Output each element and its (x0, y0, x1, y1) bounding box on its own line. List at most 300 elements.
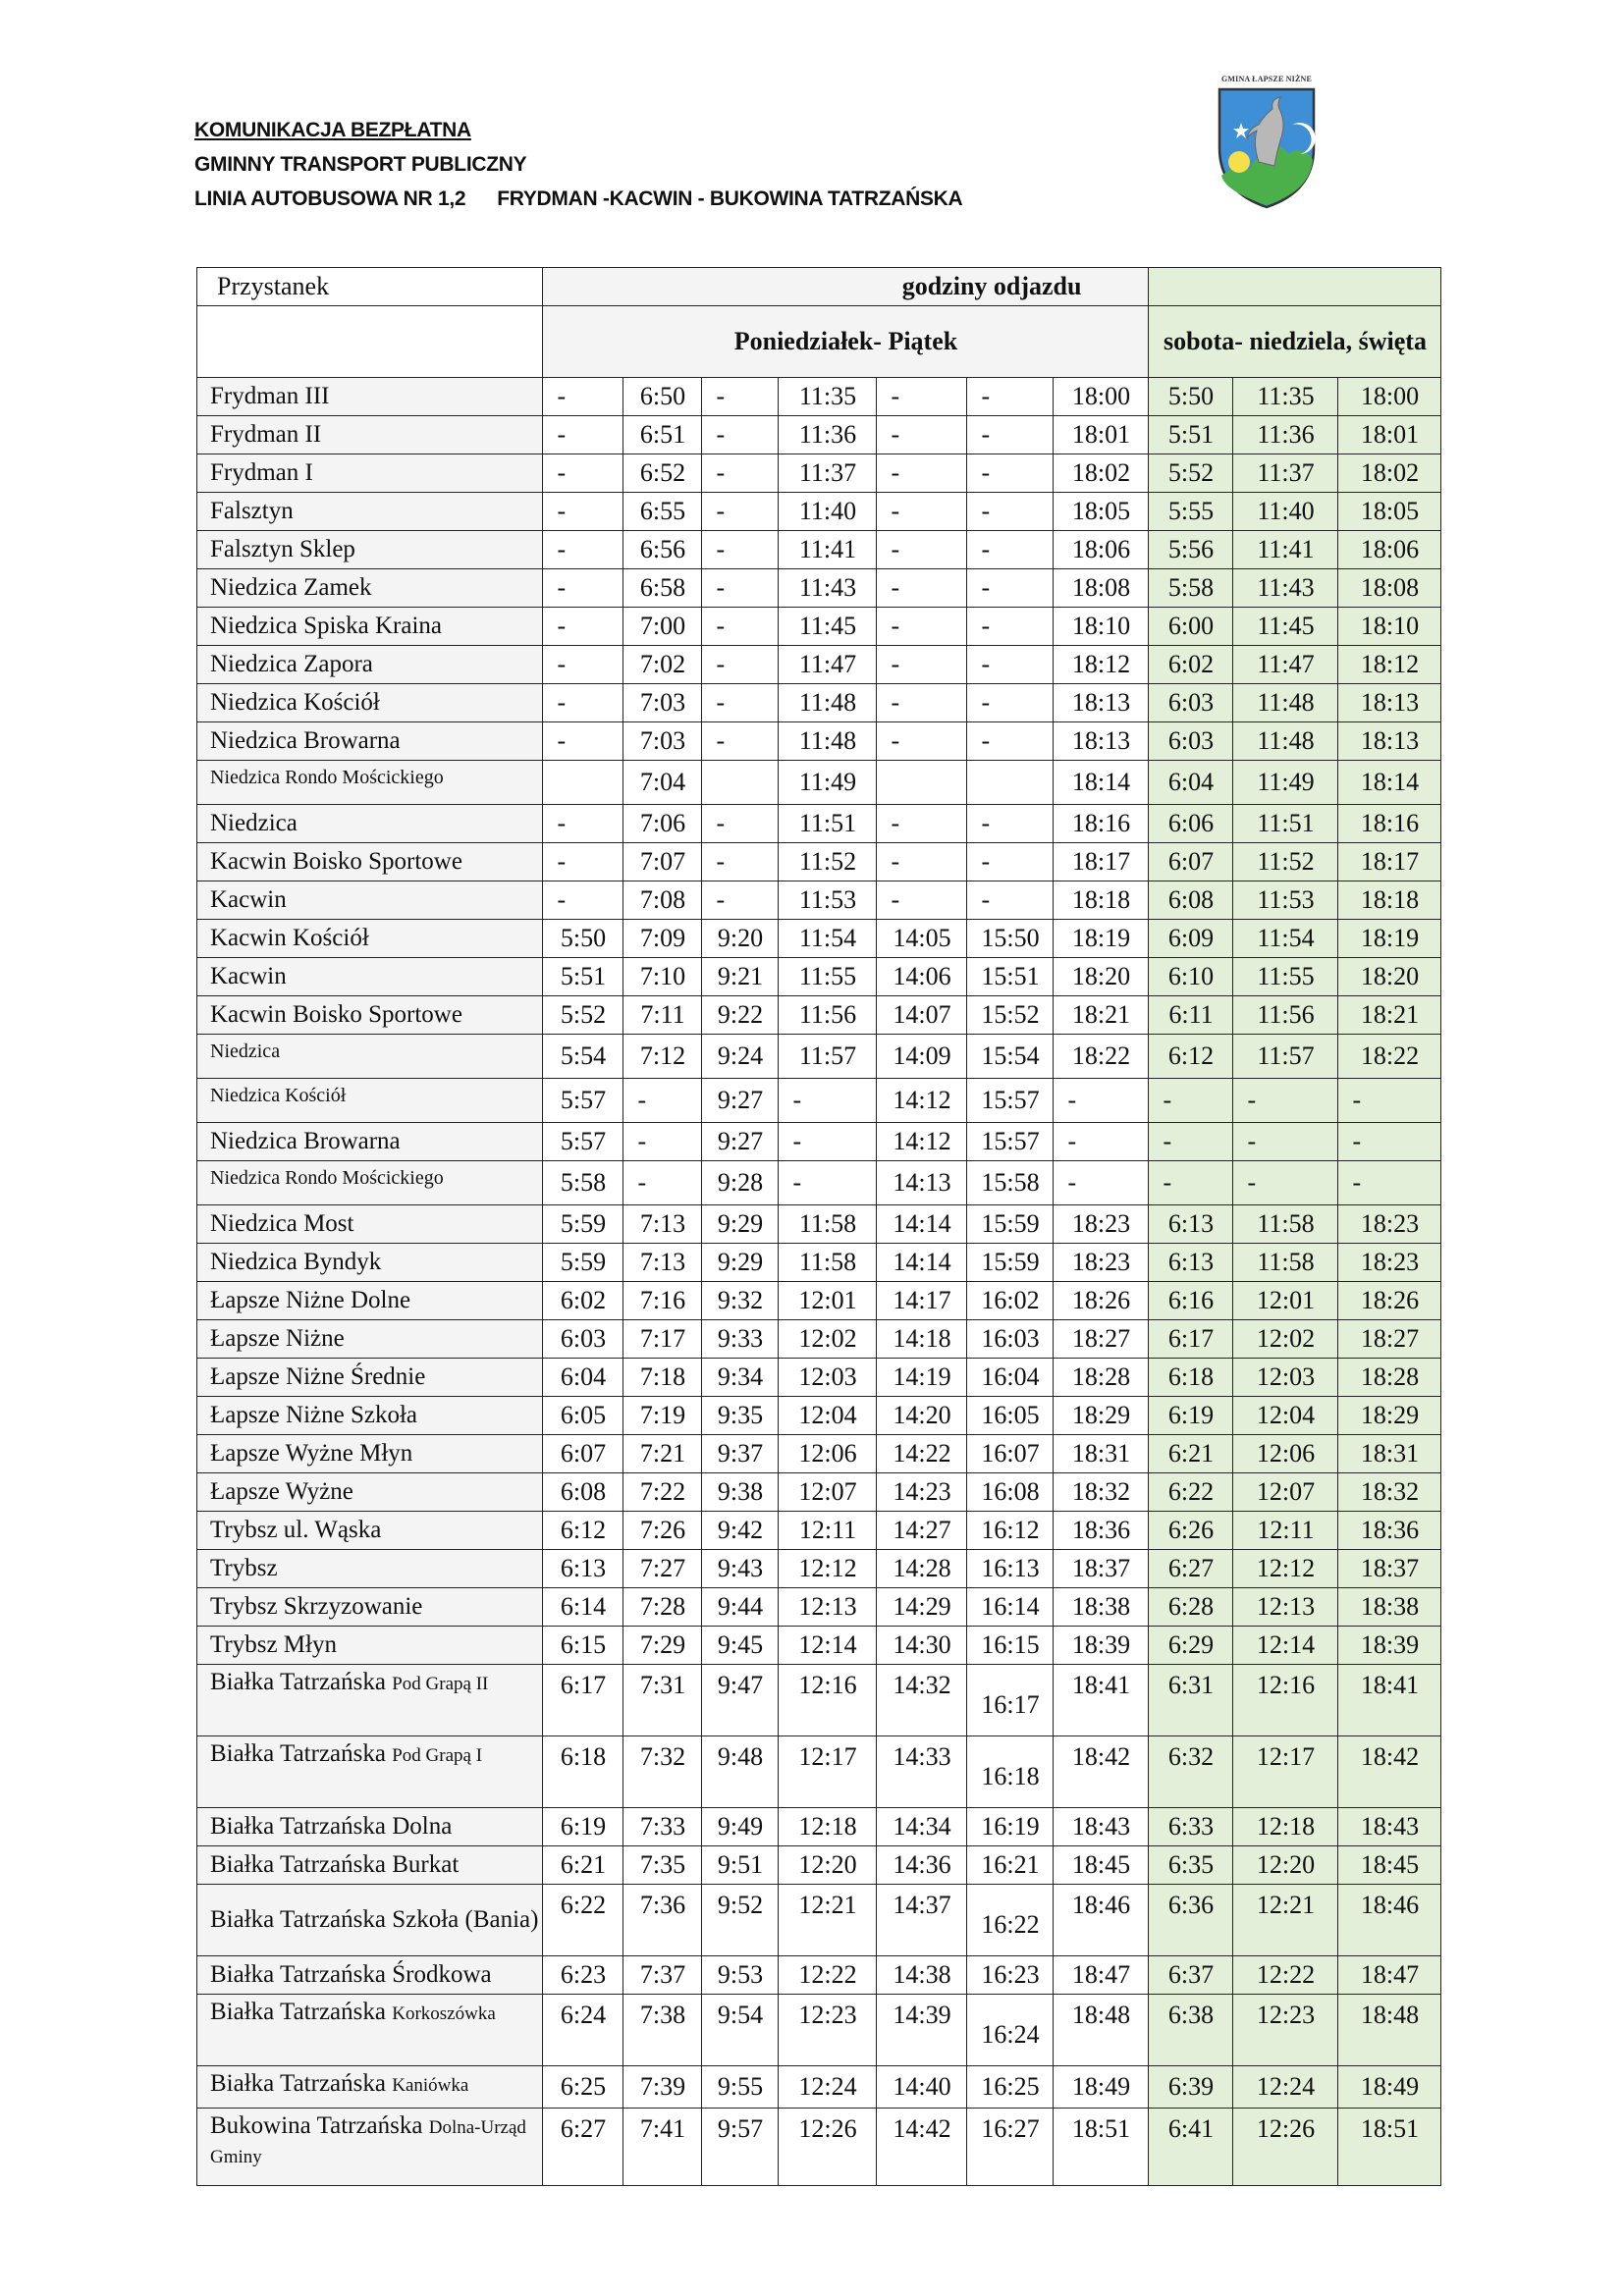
weekday-departure: 16:05 (967, 1397, 1054, 1435)
stop-name (197, 1205, 543, 1244)
weekend-departure: 12:06 (1233, 1435, 1338, 1473)
stop-name (197, 569, 543, 608)
weekend-departure: 11:36 (1233, 416, 1338, 454)
weekday-departure: - (543, 881, 623, 920)
weekday-departure: 16:07 (967, 1435, 1054, 1473)
weekday-departure: 18:41 (1054, 1665, 1149, 1736)
weekend-departure: 12:17 (1233, 1736, 1338, 1808)
weekday-departure: 7:10 (623, 958, 702, 996)
weekday-departure: 6:24 (543, 1995, 623, 2066)
weekday-departure: 16:13 (967, 1550, 1054, 1588)
weekday-departure: 5:57 (543, 1123, 623, 1161)
table-row (197, 1995, 1441, 2066)
weekday-departure: 5:58 (543, 1161, 623, 1205)
weekend-departure: 18:41 (1338, 1665, 1441, 1736)
stop-name (197, 722, 543, 761)
weekend-departure: 12:01 (1233, 1282, 1338, 1320)
weekend-departure: 11:37 (1233, 454, 1338, 493)
weekday-departure: 9:20 (702, 920, 779, 958)
weekday-departure: 5:50 (543, 920, 623, 958)
weekend-departure: - (1233, 1161, 1338, 1205)
weekend-departure: 6:28 (1149, 1588, 1233, 1627)
weekday-departure: - (779, 1079, 877, 1123)
stop-name-main: Niedzica Rondo Mościckiego (210, 1167, 444, 1189)
weekend-departure: 6:11 (1149, 996, 1233, 1035)
stop-name (197, 1588, 543, 1627)
weekend-departure: 6:02 (1149, 646, 1233, 684)
stop-name (197, 1035, 543, 1079)
weekday-departure: 14:07 (877, 996, 967, 1035)
table-row (197, 1512, 1441, 1550)
weekday-departure: 9:27 (702, 1079, 779, 1123)
weekend-departure: 12:23 (1233, 1995, 1338, 2066)
weekday-departure: 18:05 (1054, 493, 1149, 531)
weekday-departure: - (779, 1161, 877, 1205)
stop-name (197, 1359, 543, 1397)
weekday-departure: 5:52 (543, 996, 623, 1035)
weekend-departure: 12:21 (1233, 1885, 1338, 1956)
weekday-departure: 12:16 (779, 1665, 877, 1736)
weekend-departure: 5:55 (1149, 493, 1233, 531)
weekday-departure: 7:18 (623, 1359, 702, 1397)
weekday-departure (967, 761, 1054, 805)
weekday-departure: 9:44 (702, 1588, 779, 1627)
weekday-departure: 6:22 (543, 1885, 623, 1956)
weekday-departure: 18:13 (1054, 722, 1149, 761)
stop-name-main: Falsztyn Sklep (210, 536, 355, 562)
weekday-departure: 16:14 (967, 1588, 1054, 1627)
weekday-departure: 16:27 (967, 2109, 1054, 2186)
weekday-departure: 6:21 (543, 1846, 623, 1885)
weekday-departure: - (702, 454, 779, 493)
weekday-departure: 9:38 (702, 1473, 779, 1512)
weekend-departure: 18:48 (1338, 1995, 1441, 2066)
weekend-departure: 18:27 (1338, 1320, 1441, 1359)
weekend-departure: 6:35 (1149, 1846, 1233, 1885)
weekday-departure: 18:29 (1054, 1397, 1149, 1435)
weekday-departure: 14:09 (877, 1035, 967, 1079)
stop-name (197, 881, 543, 920)
weekday-departure: 18:28 (1054, 1359, 1149, 1397)
weekday-departure: 7:33 (623, 1808, 702, 1846)
weekday-departure: - (702, 881, 779, 920)
weekday-departure: 11:58 (779, 1205, 877, 1244)
stop-name (197, 1665, 543, 1736)
weekday-departure: 14:14 (877, 1244, 967, 1282)
weekday-departure: - (702, 805, 779, 843)
weekday-departure: 7:39 (623, 2066, 702, 2109)
stop-name (197, 1736, 543, 1808)
weekend-departure: - (1338, 1161, 1441, 1205)
weekday-departure: 9:53 (702, 1956, 779, 1995)
weekday-departure: 9:51 (702, 1846, 779, 1885)
stop-name-main: Trybsz Skrzyzowanie (210, 1593, 423, 1620)
weekday-departure: 6:52 (623, 454, 702, 493)
table-row (197, 920, 1441, 958)
stop-name (197, 920, 543, 958)
weekday-departure: 18:23 (1054, 1244, 1149, 1282)
weekend-departure: 11:41 (1233, 531, 1338, 569)
table-row (197, 2066, 1441, 2109)
weekday-departure: 7:12 (623, 1035, 702, 1079)
stop-name-main: Białka Tatrzańska (210, 2070, 386, 2097)
weekend-departure: 11:45 (1233, 608, 1338, 646)
stop-name-main: Niedzica (210, 810, 298, 836)
weekend-departure: 5:56 (1149, 531, 1233, 569)
weekday-departure: 7:09 (623, 920, 702, 958)
table-row (197, 1588, 1441, 1627)
weekday-departure: 7:38 (623, 1995, 702, 2066)
weekend-departure: 12:02 (1233, 1320, 1338, 1359)
weekday-departure: - (877, 805, 967, 843)
weekend-departure: 11:53 (1233, 881, 1338, 920)
weekend-departure: 12:12 (1233, 1550, 1338, 1588)
weekday-departure: - (702, 646, 779, 684)
weekend-departure: 18:10 (1338, 608, 1441, 646)
weekday-departure: 18:01 (1054, 416, 1149, 454)
weekend-departure: 18:23 (1338, 1244, 1441, 1282)
weekday-departure: 12:23 (779, 1995, 877, 2066)
weekday-departure: 15:50 (967, 920, 1054, 958)
stop-name-main: Kacwin Kościół (210, 925, 369, 951)
weekday-departure: - (877, 646, 967, 684)
weekday-departure: 14:12 (877, 1123, 967, 1161)
weekday-departure: 14:19 (877, 1359, 967, 1397)
weekend-departure: 6:13 (1149, 1205, 1233, 1244)
weekday-departure: 12:14 (779, 1627, 877, 1665)
weekday-departure: - (543, 531, 623, 569)
stop-name (197, 1079, 543, 1123)
weekday-departure: 12:02 (779, 1320, 877, 1359)
weekend-departure: 12:22 (1233, 1956, 1338, 1995)
weekday-departure: 15:58 (967, 1161, 1054, 1205)
weekday-departure: - (543, 722, 623, 761)
weekday-departure: 9:48 (702, 1736, 779, 1808)
stop-name (197, 1956, 543, 1995)
weekday-departure: 6:51 (623, 416, 702, 454)
weekday-departure: 12:22 (779, 1956, 877, 1995)
weekday-departure: 11:47 (779, 646, 877, 684)
table-row (197, 805, 1441, 843)
weekday-departure: 5:51 (543, 958, 623, 996)
weekday-departure: 14:30 (877, 1627, 967, 1665)
table-row (197, 1846, 1441, 1885)
stop-name-main: Łapsze Niżne (210, 1325, 345, 1352)
weekday-departure: 9:33 (702, 1320, 779, 1359)
stop-name-main: Łapsze Niżne Dolne (210, 1287, 411, 1313)
stop-name-main: Niedzica Kościół (210, 1085, 347, 1106)
weekday-departure: 7:28 (623, 1588, 702, 1627)
weekend-departure: 6:13 (1149, 1244, 1233, 1282)
weekend-departure: 12:11 (1233, 1512, 1338, 1550)
weekday-departure: 18:12 (1054, 646, 1149, 684)
weekday-departure: 12:12 (779, 1550, 877, 1588)
table-row (197, 646, 1441, 684)
weekday-departure: - (543, 493, 623, 531)
weekday-departure: 6:23 (543, 1956, 623, 1995)
stop-name (197, 1550, 543, 1588)
weekday-departure: 15:59 (967, 1244, 1054, 1282)
weekday-departure: 7:41 (623, 2109, 702, 2186)
weekday-departure: 12:01 (779, 1282, 877, 1320)
weekend-departure: 6:21 (1149, 1435, 1233, 1473)
weekend-departure: 6:10 (1149, 958, 1233, 996)
weekday-departure: 18:31 (1054, 1435, 1149, 1473)
weekday-departure (877, 761, 967, 805)
weekend-departure: 6:00 (1149, 608, 1233, 646)
weekday-departure: 18:45 (1054, 1846, 1149, 1885)
stop-name (197, 2109, 543, 2186)
weekday-departure: 14:17 (877, 1282, 967, 1320)
weekday-departure: 7:29 (623, 1627, 702, 1665)
title-public-transport: GMINNY TRANSPORT PUBLICZNY (194, 153, 527, 176)
weekday-departure: 14:40 (877, 2066, 967, 2109)
weekday-departure: 6:58 (623, 569, 702, 608)
stop-name-main: Frydman III (210, 383, 330, 409)
stop-name (197, 1244, 543, 1282)
weekday-departure: 12:04 (779, 1397, 877, 1435)
weekday-departure: 18:13 (1054, 684, 1149, 722)
weekday-departure: 18:20 (1054, 958, 1149, 996)
weekend-departure: 18:19 (1338, 920, 1441, 958)
title-bus-line (194, 182, 962, 216)
weekday-departure: 18:21 (1054, 996, 1149, 1035)
weekday-departure: - (702, 608, 779, 646)
weekday-departure: 11:35 (779, 378, 877, 416)
weekend-departure: 6:26 (1149, 1512, 1233, 1550)
weekday-departure: - (877, 378, 967, 416)
weekday-departure: 7:03 (623, 684, 702, 722)
weekend-departure: 11:54 (1233, 920, 1338, 958)
stop-name (197, 1397, 543, 1435)
weekday-departure: 14:29 (877, 1588, 967, 1627)
weekday-departure: 14:28 (877, 1550, 967, 1588)
weekday-departure: 7:31 (623, 1665, 702, 1736)
weekend-departure: 18:49 (1338, 2066, 1441, 2109)
weekday-departure: 11:48 (779, 684, 877, 722)
stop-name-main: Łapsze Wyżne Młyn (210, 1440, 413, 1467)
stop-name-main: Niedzica Spiska Kraina (210, 613, 443, 639)
weekday-departure: 12:06 (779, 1435, 877, 1473)
weekday-departure: - (967, 378, 1054, 416)
stop-name (197, 1435, 543, 1473)
weekend-departure: - (1149, 1161, 1233, 1205)
weekday-departure: 15:57 (967, 1079, 1054, 1123)
weekend-departure: 6:09 (1149, 920, 1233, 958)
weekday-departure: 18:17 (1054, 843, 1149, 881)
weekday-departure: 18:48 (1054, 1995, 1149, 2066)
stop-name-main: Kacwin Boisko Sportowe (210, 848, 462, 875)
weekday-departure: 9:29 (702, 1205, 779, 1244)
weekday-departure: - (779, 1123, 877, 1161)
weekday-departure: 18:36 (1054, 1512, 1149, 1550)
weekday-departure: 11:36 (779, 416, 877, 454)
weekday-departure: 12:11 (779, 1512, 877, 1550)
weekday-departure: - (967, 608, 1054, 646)
weekend-departure: 11:43 (1233, 569, 1338, 608)
weekend-departure: 18:31 (1338, 1435, 1441, 1473)
weekend-departure: 18:23 (1338, 1205, 1441, 1244)
weekday-departure: 9:28 (702, 1161, 779, 1205)
document-header (194, 113, 962, 216)
weekend-departure: 6:22 (1149, 1473, 1233, 1512)
weekday-departure: 7:03 (623, 722, 702, 761)
weekend-departure: 6:31 (1149, 1665, 1233, 1736)
weekday-departure: 6:13 (543, 1550, 623, 1588)
weekday-departure: 7:02 (623, 646, 702, 684)
weekend-departure: 11:35 (1233, 378, 1338, 416)
weekday-departure: - (967, 454, 1054, 493)
stop-name (197, 1512, 543, 1550)
stop-name-detail: Korkoszówka (392, 2003, 496, 2024)
weekend-departure: 6:37 (1149, 1956, 1233, 1995)
weekday-departure: - (702, 378, 779, 416)
stop-name (197, 416, 543, 454)
weekday-departure: 7:00 (623, 608, 702, 646)
stop-name-main: Białka Tatrzańska Dolna (210, 1813, 453, 1840)
weekend-departure: 6:16 (1149, 1282, 1233, 1320)
stop-name (197, 646, 543, 684)
stop-name-detail: Kaniówka (392, 2075, 469, 2096)
column-header-weekend: sobota- niedziela, święta (1149, 306, 1441, 378)
weekday-departure: 14:20 (877, 1397, 967, 1435)
weekday-departure: 14:12 (877, 1079, 967, 1123)
weekend-departure: 5:50 (1149, 378, 1233, 416)
weekend-departure: 6:03 (1149, 684, 1233, 722)
weekday-departure (543, 761, 623, 805)
weekend-departure: 18:36 (1338, 1512, 1441, 1550)
weekday-departure: 12:18 (779, 1808, 877, 1846)
weekday-departure: - (967, 805, 1054, 843)
stop-name-main: Niedzica Most (210, 1210, 354, 1237)
weekday-departure: 5:59 (543, 1205, 623, 1244)
stop-name (197, 1627, 543, 1665)
weekday-departure: 6:14 (543, 1588, 623, 1627)
weekday-departure: 9:29 (702, 1244, 779, 1282)
table-row (197, 1473, 1441, 1512)
coat-of-arms-goat-icon (1216, 85, 1318, 211)
weekend-departure: 18:47 (1338, 1956, 1441, 1995)
weekday-departure: 9:21 (702, 958, 779, 996)
weekend-departure: 18:51 (1338, 2109, 1441, 2186)
weekend-departure: 11:40 (1233, 493, 1338, 531)
weekday-departure: 14:14 (877, 1205, 967, 1244)
table-row (197, 1161, 1441, 1205)
weekday-departure: 14:42 (877, 2109, 967, 2186)
line-number: LINIA AUTOBUSOWA NR 1,2 (194, 187, 466, 210)
weekday-departure: 12:07 (779, 1473, 877, 1512)
weekend-departure: 11:57 (1233, 1035, 1338, 1079)
weekend-departure: 18:06 (1338, 531, 1441, 569)
weekend-departure: 18:38 (1338, 1588, 1441, 1627)
weekday-departure: 6:55 (623, 493, 702, 531)
weekend-departure: 6:03 (1149, 722, 1233, 761)
weekday-departure: 6:08 (543, 1473, 623, 1512)
weekday-departure: 6:12 (543, 1512, 623, 1550)
weekday-departure: - (877, 416, 967, 454)
weekday-departure: 11:52 (779, 843, 877, 881)
table-row (197, 378, 1441, 416)
weekend-header-fill (1149, 268, 1441, 306)
weekday-departure: 12:24 (779, 2066, 877, 2109)
stop-name (197, 684, 543, 722)
stop-name-main: Białka Tatrzańska (210, 1669, 386, 1695)
weekend-departure: 11:51 (1233, 805, 1338, 843)
stop-name-detail: Pod Grapą II (392, 1674, 489, 1694)
stop-name-main: Niedzica Kościół (210, 689, 380, 716)
weekday-departure: 18:14 (1054, 761, 1149, 805)
weekend-departure: 6:18 (1149, 1359, 1233, 1397)
table-row (197, 761, 1441, 805)
weekend-departure: 18:26 (1338, 1282, 1441, 1320)
weekend-departure: - (1149, 1079, 1233, 1123)
stop-name (197, 1473, 543, 1512)
weekend-departure: 12:20 (1233, 1846, 1338, 1885)
weekend-departure: 6:29 (1149, 1627, 1233, 1665)
weekday-departure: 14:27 (877, 1512, 967, 1550)
weekday-departure: - (877, 608, 967, 646)
weekday-departure: 9:47 (702, 1665, 779, 1736)
weekend-departure: - (1233, 1123, 1338, 1161)
table-row (197, 1359, 1441, 1397)
weekday-departure: 16:24 (967, 1995, 1054, 2066)
stop-name (197, 1161, 543, 1205)
weekday-departure: 7:13 (623, 1244, 702, 1282)
weekday-departure: 18:37 (1054, 1550, 1149, 1588)
route-name: FRYDMAN -KACWIN - BUKOWINA TATRZAŃSKA (497, 187, 963, 210)
table-row (197, 1205, 1441, 1244)
weekday-departure: 16:18 (967, 1736, 1054, 1808)
weekday-departure: 12:21 (779, 1885, 877, 1956)
weekday-departure: 11:58 (779, 1244, 877, 1282)
weekday-departure: - (877, 881, 967, 920)
weekday-departure: 11:49 (779, 761, 877, 805)
weekend-departure: 18:20 (1338, 958, 1441, 996)
weekday-departure: 6:25 (543, 2066, 623, 2109)
weekday-departure: - (543, 805, 623, 843)
stop-name-main: Łapsze Niżne Średnie (210, 1363, 426, 1390)
weekday-departure: - (543, 378, 623, 416)
stop-name-main: Niedzica Byndyk (210, 1249, 382, 1275)
weekend-departure: 12:24 (1233, 2066, 1338, 2109)
weekday-departure: - (543, 454, 623, 493)
weekday-departure: 16:21 (967, 1846, 1054, 1885)
weekday-departure: 14:38 (877, 1956, 967, 1995)
weekday-departure: 9:34 (702, 1359, 779, 1397)
weekday-departure: 9:54 (702, 1995, 779, 2066)
weekend-departure: 6:32 (1149, 1736, 1233, 1808)
weekday-departure: 18:51 (1054, 2109, 1149, 2186)
weekday-departure: 16:23 (967, 1956, 1054, 1995)
weekday-departure: - (967, 493, 1054, 531)
weekend-departure: 5:58 (1149, 569, 1233, 608)
stop-name (197, 843, 543, 881)
weekend-departure: 18:22 (1338, 1035, 1441, 1079)
header-empty-cell (197, 306, 543, 378)
weekday-departure: - (543, 608, 623, 646)
weekday-departure: 18:27 (1054, 1320, 1149, 1359)
stop-name (197, 2066, 543, 2109)
weekday-departure: 14:36 (877, 1846, 967, 1885)
weekday-departure: 7:16 (623, 1282, 702, 1320)
weekday-departure: - (877, 454, 967, 493)
weekend-departure: 18:05 (1338, 493, 1441, 531)
weekday-departure: 14:05 (877, 920, 967, 958)
weekday-departure: 11:41 (779, 531, 877, 569)
weekday-departure: - (702, 493, 779, 531)
weekday-departure: - (877, 722, 967, 761)
weekend-departure: 12:16 (1233, 1665, 1338, 1736)
